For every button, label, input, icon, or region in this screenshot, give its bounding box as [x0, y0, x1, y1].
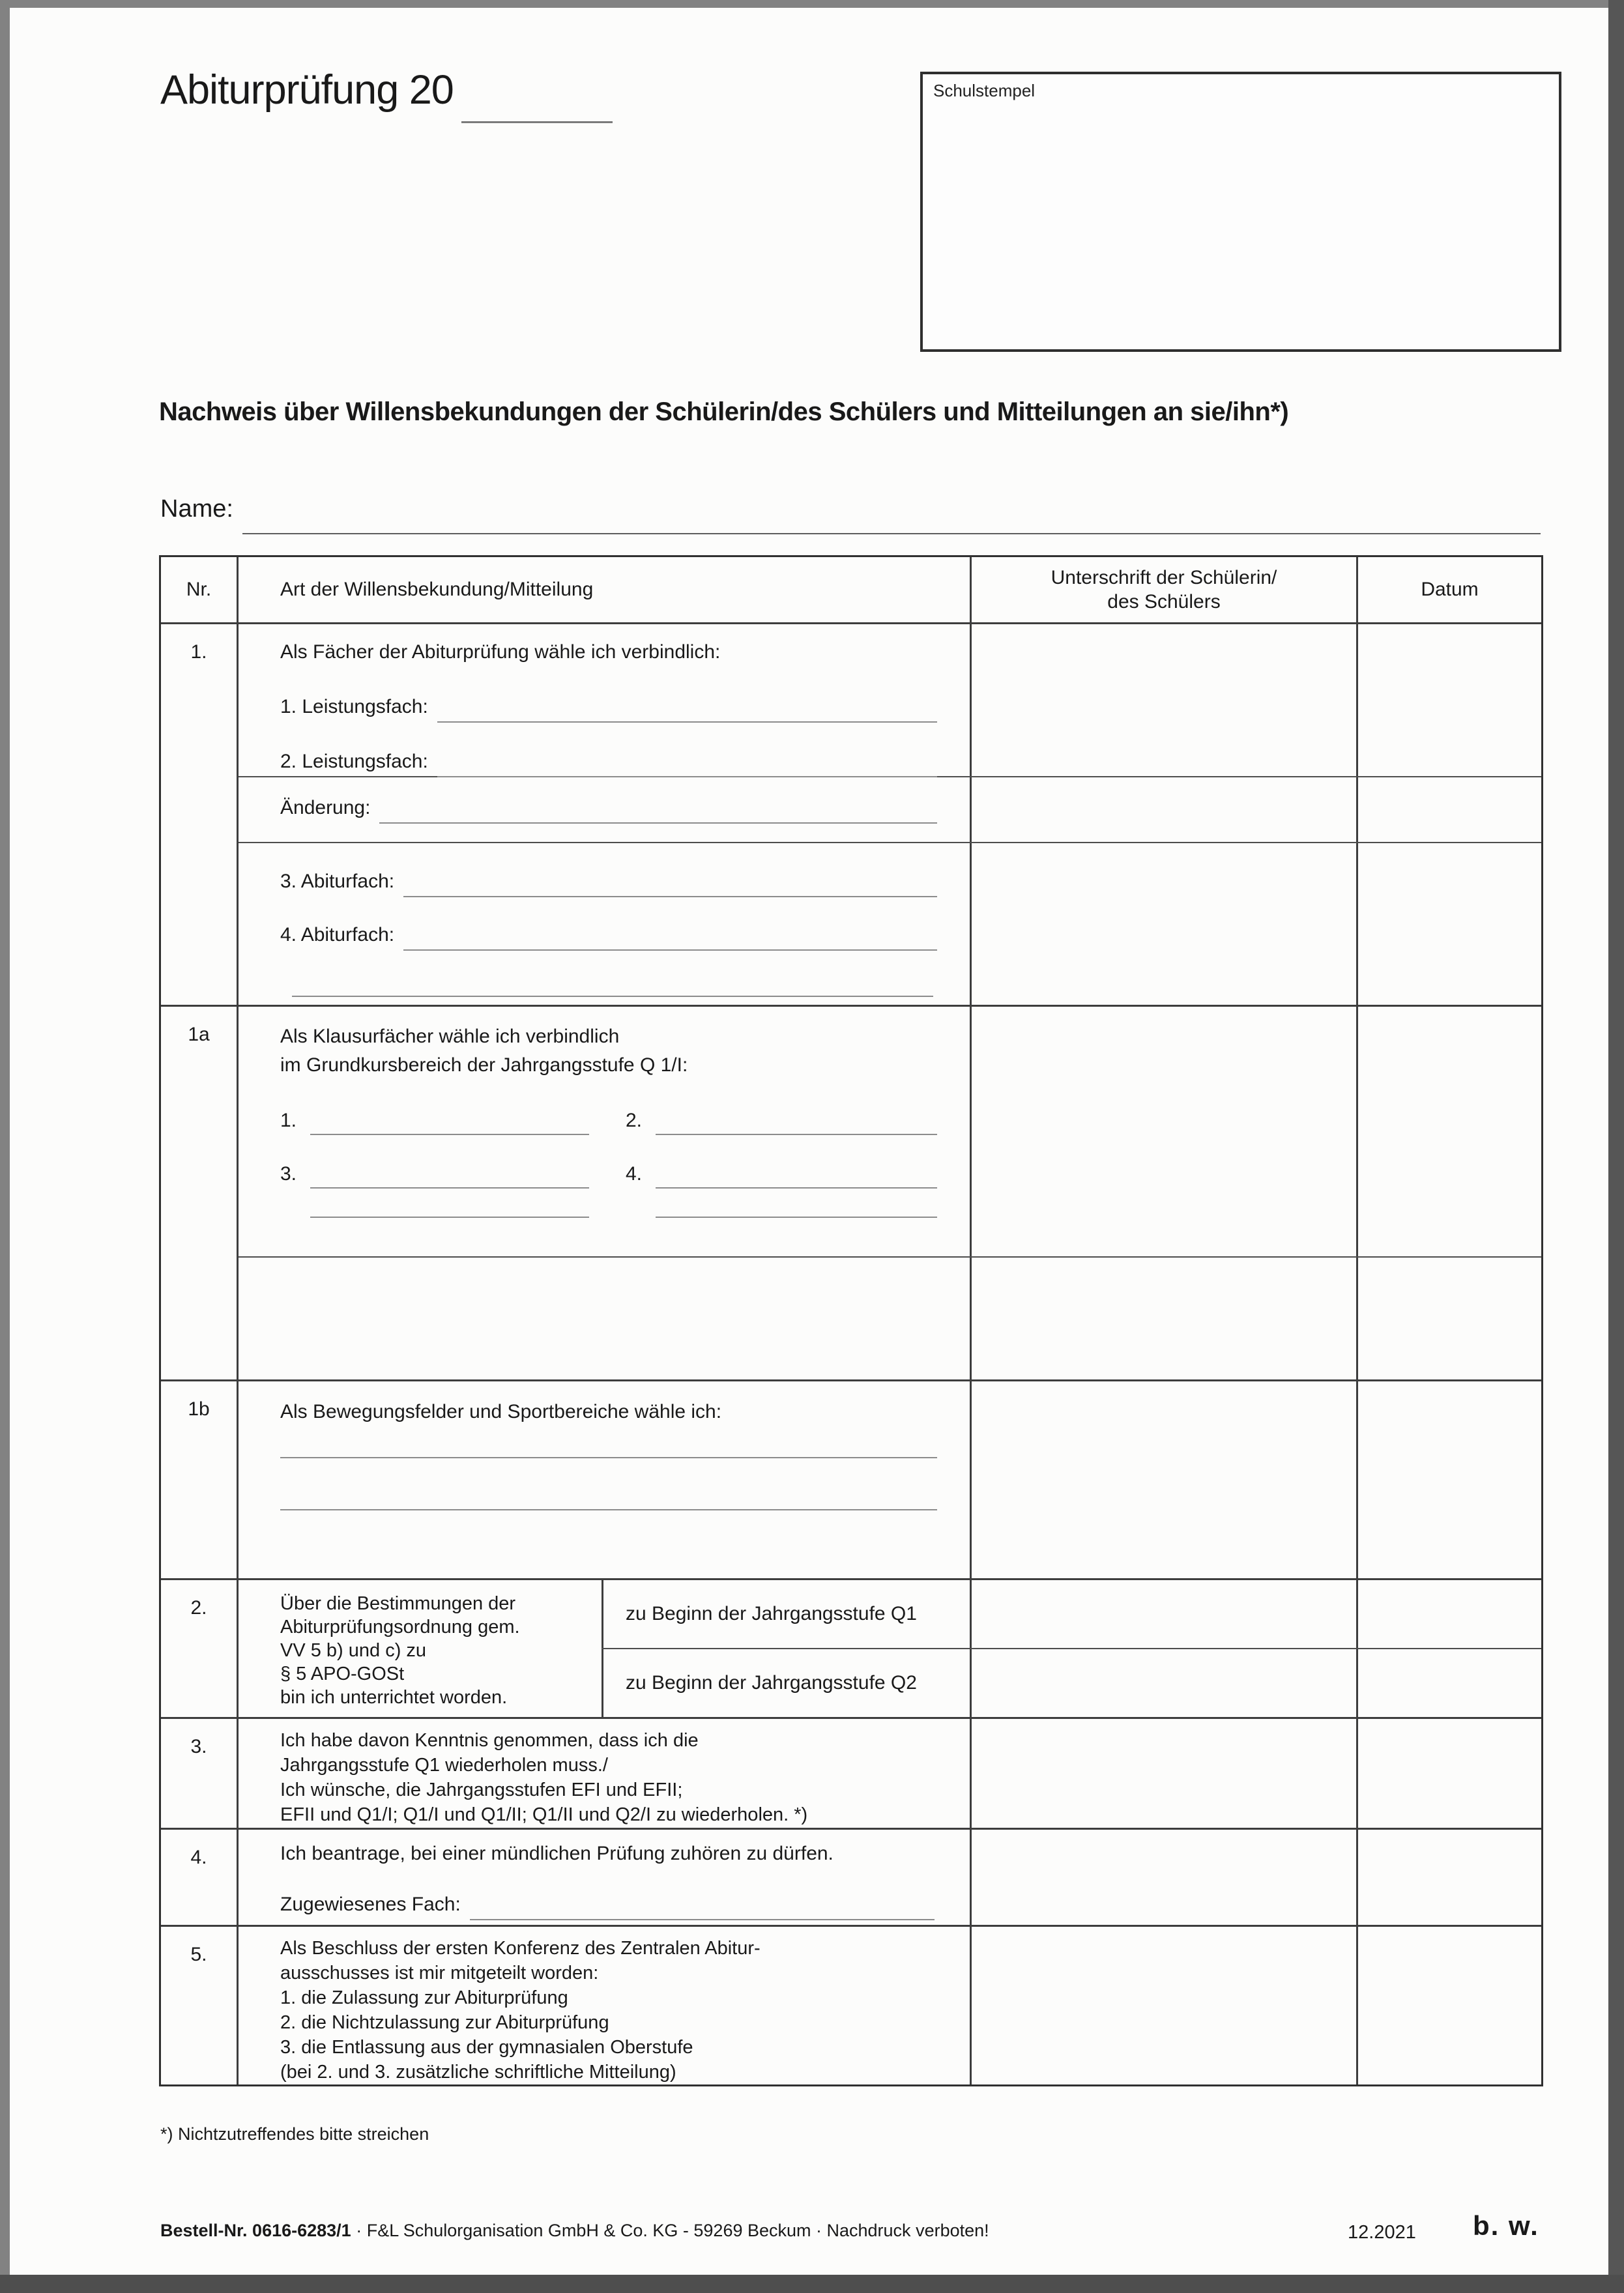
row1-sub-aenderung: [239, 776, 1541, 842]
abiturfaecher-cell: [239, 843, 970, 1005]
row3-text-cell: Ich habe davon Kenntnis genommen, dass ich die Jahrgangsstufe Q1 wiederholen muss./ Ich wünsche, die Jahrgangsstufen EFI und EFII; EFII und Q1/I; Q1/I und Q1/II; Q1/II und Q2/I zu wiederholen. *): [237, 1719, 970, 1827]
row5-date-cell: [1356, 1927, 1541, 2084]
klausurfach4-blank-line: [656, 1187, 937, 1189]
school-stamp-box: [920, 72, 1561, 352]
row1-sub-leistungsfaecher: [239, 624, 1541, 776]
row1a-intro-line1: Als Klausurfächer wähle ich verbindlich: [280, 1026, 620, 1048]
klausurfach-extra-lines: [280, 1217, 937, 1218]
row1-intro: Als Fächer der Abiturprüfung wähle ich verbindlich:: [280, 641, 721, 663]
row1-extra-blank-line: [292, 996, 933, 997]
row3-signature-cell: [970, 1719, 1356, 1827]
q1-cell: zu Beginn der Jahrgangsstufe Q1: [602, 1580, 970, 1648]
extra-blank-line-right: [656, 1217, 937, 1218]
aenderung-date-cell: [1356, 777, 1541, 842]
table-row-5: [161, 1925, 1541, 2084]
name-label: Name:: [160, 495, 233, 523]
abiturfaecher-date-cell: [1356, 843, 1541, 1005]
klausurfach3-blank-line: [310, 1187, 589, 1189]
klausurfach-row-3-4: 3. 4.: [280, 1164, 937, 1184]
table-row-4: [161, 1828, 1541, 1925]
q1-signature-cell: [970, 1580, 1356, 1648]
willensbekundung-table: [159, 555, 1543, 2086]
row1a-empty-cell: [239, 1258, 970, 1379]
row1-art-cell: [239, 624, 970, 776]
row1a-substack: [237, 1007, 1541, 1379]
row1-nr: 1.: [190, 641, 207, 663]
school-stamp-label: Schulstempel: [933, 81, 1036, 100]
title-year-blank-line: [461, 121, 613, 123]
row1a-sub-klausurfaecher: [239, 1007, 1541, 1256]
scan-border-top: [0, 0, 1624, 8]
row2-nr: 2.: [190, 1597, 207, 1619]
name-blank-line: [242, 533, 1541, 534]
leistungsfach2-blank-line: [437, 776, 937, 777]
header-nr: Nr.: [186, 578, 212, 600]
table-header-row: [161, 557, 1541, 622]
zugewiesenes-fach-row: Zugewiesenes Fach:: [280, 1894, 937, 1916]
scan-border-left: [0, 0, 10, 2293]
row4-signature-cell: [970, 1830, 1356, 1925]
leistungsfach1-row: 1. Leistungsfach:: [280, 696, 937, 718]
abiturfaecher-signature-cell: [970, 843, 1356, 1005]
form-title: Abiturprüfung 20: [160, 67, 454, 113]
row4-date-cell: [1356, 1830, 1541, 1925]
klausurfach2-blank-line: [656, 1134, 937, 1135]
footer-date: 12.2021: [1348, 2222, 1416, 2243]
table-row-1b: [161, 1379, 1541, 1578]
q1-date-cell: [1356, 1580, 1541, 1648]
klausurfaecher-cell: [239, 1007, 970, 1256]
row2-q2-subrow: [602, 1648, 1541, 1717]
zugewiesenes-fach-blank-line: [470, 1919, 935, 1920]
row1a-intro-line2: im Grundkursbereich der Jahrgangsstufe Q 1/I:: [280, 1054, 688, 1076]
row1-substack: [237, 624, 1541, 1005]
row5-text-cell: Als Beschluss der ersten Konferenz des Zentralen Abitur- ausschusses ist mir mitgeteilt worden: 1. die Zulassung zur Abiturprüfung 2. die Nichtzulassung zur Abiturprüfung 3. die Entlassung aus der gymnasialen Oberstufe (bei 2. und 3. zusätzliche schriftliche Mitteilung): [237, 1927, 970, 2084]
form-heading: Nachweis über Willensbekundungen der Schülerin/des Schülers und Mitteilungen an sie/ihn*): [159, 397, 1289, 426]
aenderung-blank-line: [379, 822, 937, 824]
aenderung-row: Änderung:: [280, 797, 937, 819]
row1a-empty-signature-cell: [970, 1258, 1356, 1379]
row1b-date-cell: [1356, 1381, 1541, 1578]
row4-text-cell: [237, 1830, 970, 1925]
klausurfaecher-signature-cell: [970, 1007, 1356, 1256]
q2-date-cell: [1356, 1649, 1541, 1717]
row5-nr: 5.: [190, 1943, 207, 1965]
row4-nr: 4.: [190, 1846, 207, 1868]
row1a-empty-date-cell: [1356, 1258, 1541, 1379]
aenderung-signature-cell: [970, 777, 1356, 842]
row1-sub-abiturfaecher: [239, 842, 1541, 1005]
row2-q-stack: [602, 1580, 1541, 1717]
row5-signature-cell: [970, 1927, 1356, 2084]
klausurfach1-blank-line: [310, 1134, 589, 1135]
header-unterschrift: Unterschrift der Schülerin/ des Schülers: [970, 557, 1356, 622]
row1a-date-cell: [1356, 624, 1541, 776]
table-row-1: [161, 622, 1541, 1005]
row1b-nr: 1b: [188, 1398, 210, 1421]
footer-bw-note: b. w.: [1473, 2210, 1539, 2241]
klausurfach-row-1-2: 1. 2.: [280, 1111, 937, 1131]
abiturfach3-blank-line: [403, 896, 937, 897]
row3-date-cell: [1356, 1719, 1541, 1827]
row1b-intro: Als Bewegungsfelder und Sportbereiche wähle ich:: [280, 1401, 722, 1423]
klausurfaecher-date-cell: [1356, 1007, 1541, 1256]
row2-statement-cell: Über die Bestimmungen der Abiturprüfungsordnung gem. VV 5 b) und c) zu § 5 APO-GOSt bin ich unterrichtet worden.: [237, 1580, 602, 1717]
q2-cell: zu Beginn der Jahrgangsstufe Q2: [602, 1649, 970, 1717]
table-row-3: [161, 1717, 1541, 1827]
row1a-signature-cell: [970, 624, 1356, 776]
bewegungsfelder-cell: [237, 1381, 970, 1578]
table-row-2: [161, 1578, 1541, 1717]
scan-border-right: [1608, 0, 1624, 2293]
footer-order-number: Bestell-Nr. 0616-6283/1: [160, 2221, 351, 2240]
bewegungsfelder-blank-line2: [280, 1509, 937, 1510]
leistungsfach1-blank-line: [437, 721, 937, 723]
leistungsfach2-row: 2. Leistungsfach:: [280, 751, 937, 773]
bewegungsfelder-blank-line1: [280, 1457, 937, 1458]
aenderung-cell: [239, 777, 970, 842]
footer-imprint: [160, 2221, 989, 2241]
row1a-nr: 1a: [188, 1024, 210, 1046]
footer-publisher: · F&L Schulorganisation GmbH & Co. KG - 59269 Beckum · Nachdruck verboten!: [351, 2221, 989, 2240]
footnote: *) Nichtzutreffendes bitte streichen: [160, 2124, 429, 2144]
header-art: Art der Willensbekundung/Mitteilung: [237, 557, 970, 622]
abiturfach4-row: 4. Abiturfach:: [280, 924, 937, 946]
q2-signature-cell: [970, 1649, 1356, 1717]
row4-line1: Ich beantrage, bei einer mündlichen Prüfung zuhören zu dürfen.: [280, 1842, 834, 1864]
abiturfach4-blank-line: [403, 949, 937, 951]
row2-q1-subrow: [602, 1580, 1541, 1648]
row1a-sub-empty: [239, 1256, 1541, 1379]
header-datum: Datum: [1356, 557, 1541, 622]
row3-nr: 3.: [190, 1736, 207, 1758]
table-row-1a: [161, 1005, 1541, 1379]
scan-border-bottom: [0, 2275, 1624, 2293]
extra-blank-line-left: [310, 1217, 589, 1218]
row1b-signature-cell: [970, 1381, 1356, 1578]
abiturfach3-row: 3. Abiturfach:: [280, 871, 937, 893]
